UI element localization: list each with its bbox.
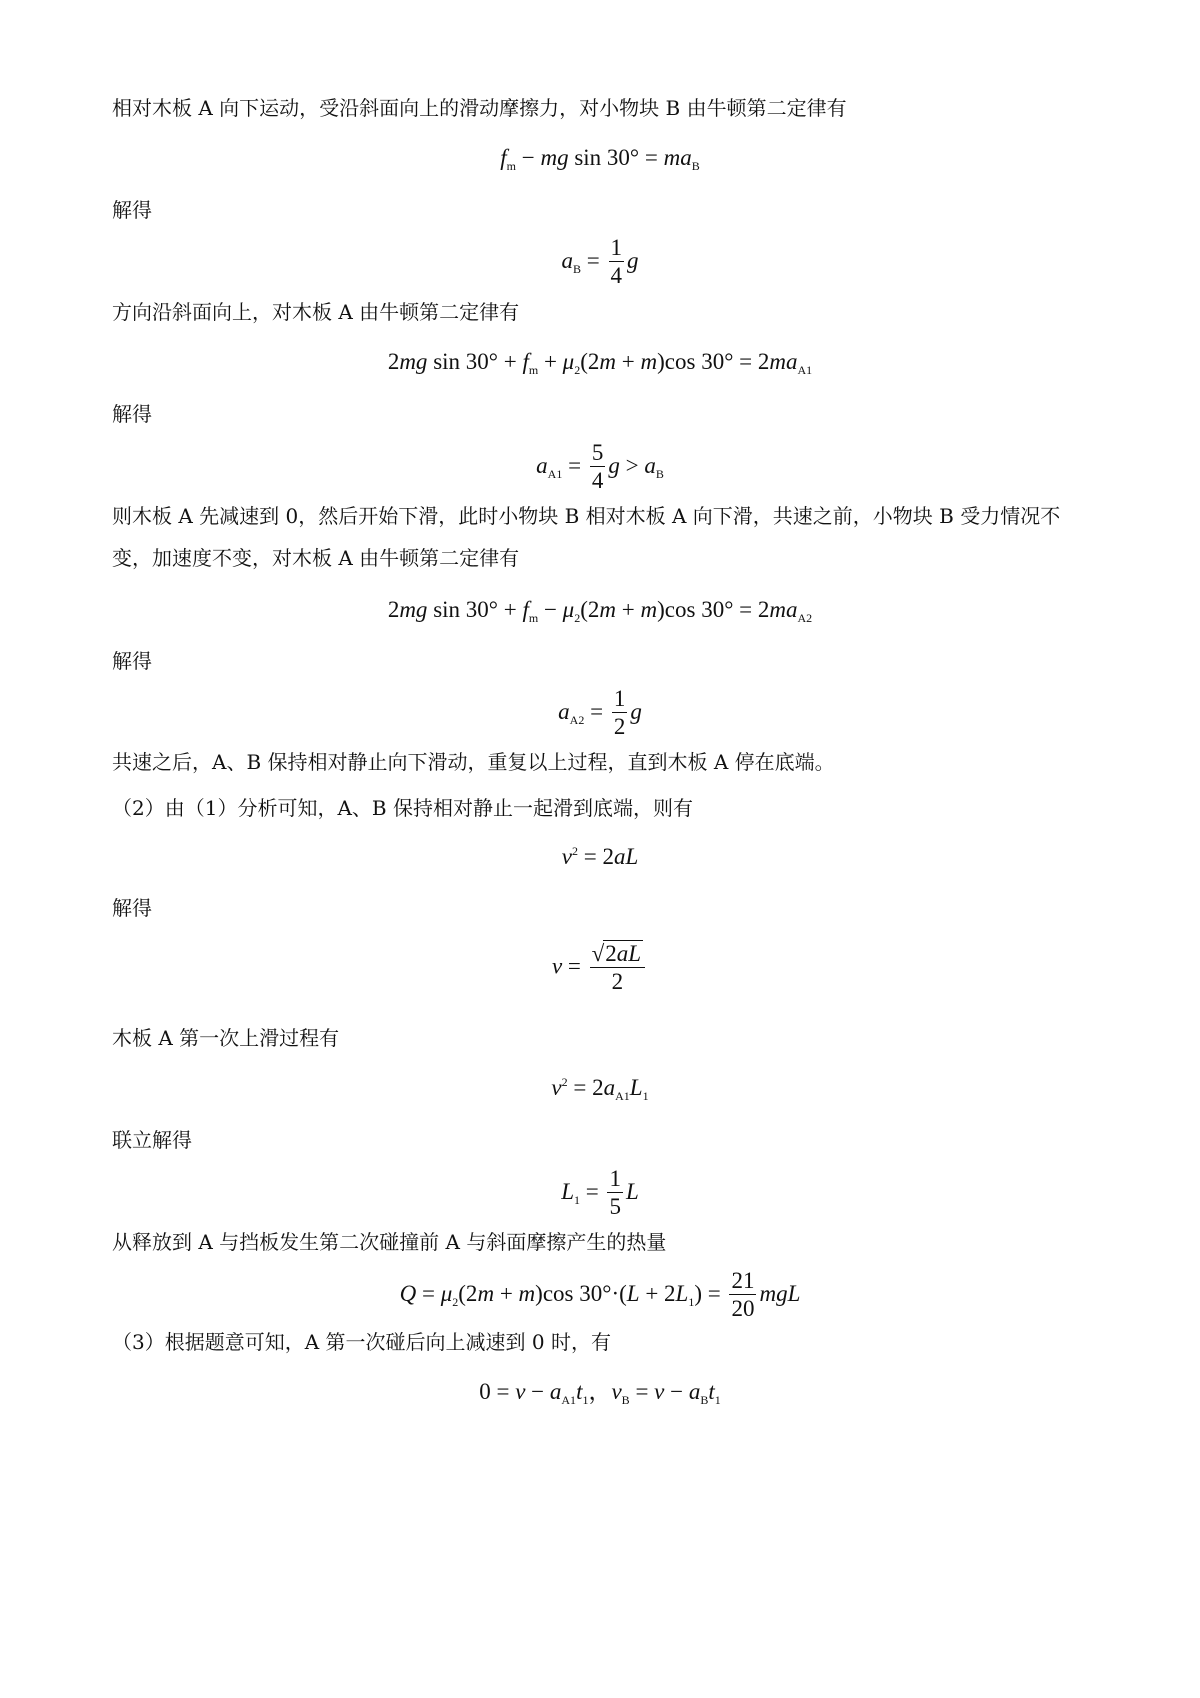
text-line-2: 解得	[112, 198, 152, 222]
equation-1: $f_m$ − mg $\sin 30^\circ = ma_B$	[500, 145, 700, 173]
equation-12: $0 = v - a_{A1}t_1$，$v_B = v - a_Bt_1$	[479, 1379, 721, 1407]
equation-11: $Q = \mu_2(2m + m)\cos$ $30^\circ\cdot(L + 2L_1)$ = $\frac{21}{20}$ mgL	[399, 1268, 801, 1321]
equation-2: $a_B$ = $\frac{1}{4}$ g	[561, 235, 639, 288]
text-line-9: （2）由（1）分析可知，A、B 保持相对静止一起滑到底端，则有	[112, 796, 693, 820]
equation-10: $L_1$ = $\frac{1}{5}$ L	[561, 1166, 639, 1219]
text-line-14: （3）根据题意可知，A 第一次碰后向上减速到 0 时，有	[112, 1330, 611, 1354]
text-line-10: 解得	[112, 896, 152, 920]
equation-3: 2mg $\sin 30^\circ + f_m + \mu_2(2m + m)\cos$ $30^\circ = 2ma_{A1}$	[387, 349, 813, 377]
text-line-4: 解得	[112, 402, 152, 426]
text-line-12: 联立解得	[112, 1128, 192, 1152]
text-line-6: 变，加速度不变，对木板 A 由牛顿第二定律有	[112, 546, 520, 570]
text-line-11: 木板 A 第一次上滑过程有	[112, 1026, 340, 1050]
equation-7: $v^2 = 2aL$	[561, 844, 639, 869]
equation-8: v = $\frac{√2aL}{2}$	[0, 940, 1200, 996]
text-line-5: 则木板 A 先减速到 0，然后开始下滑，此时小物块 B 相对木板 A 向下滑，共速之前，小物块 B 受力情况不	[112, 504, 1061, 528]
text-line-7: 解得	[112, 649, 152, 673]
text-line-13: 从释放到 A 与挡板发生第二次碰撞前 A 与斜面摩擦产生的热量	[112, 1230, 667, 1254]
text-line-8: 共速之后，A、B 保持相对静止向下滑动，重复以上过程，直到木板 A 停在底端。	[112, 750, 835, 774]
equation-6: $a_{A2}$ = $\frac{1}{2}$ g	[558, 686, 642, 739]
equation-4: $a_{A1}$ = $\frac{5}{4}$ $g > a_B$	[536, 440, 664, 493]
text-line-3: 方向沿斜面向上，对木板 A 由牛顿第二定律有	[112, 300, 520, 324]
text-line-1: 相对木板 A 向下运动，受沿斜面向上的滑动摩擦力，对小物块 B 由牛顿第二定律有	[112, 96, 847, 120]
equation-5: 2mg $\sin 30^\circ + f_m - \mu_2(2m + m)\cos$ $30^\circ = 2ma_{A2}$	[387, 597, 813, 625]
equation-9: $v^2 = 2a_{A1}L_1$	[551, 1075, 649, 1103]
